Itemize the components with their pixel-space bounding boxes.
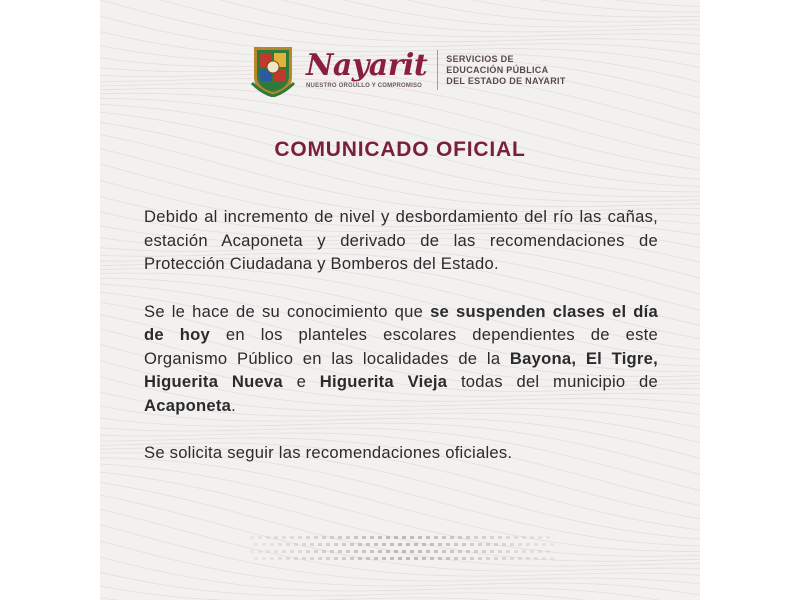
text-run: Debido al incremento de nivel y desbordamiento del río las cañas, estación Acaponeta y derivado de las recomendaciones de Protección Ciudadana y Bomberos del Estado. <box>144 207 658 273</box>
emphasized-text: Acaponeta <box>144 395 232 415</box>
notice-body <box>144 205 658 489</box>
brand-slogan: NUESTRO ORGULLO Y COMPROMISO <box>306 83 423 89</box>
emphasized-text: Bayona, El Tigre, Higuerita Nueva <box>144 348 658 391</box>
agency-name <box>446 54 565 87</box>
agency-line: EDUCACIÓN PÚBLICA <box>446 64 549 75</box>
body-paragraph <box>144 300 658 418</box>
text-run: Se le hace de su conocimiento que <box>144 301 431 321</box>
text-run: todas del municipio de <box>447 372 659 391</box>
brand-logo <box>306 48 428 89</box>
page-title: COMUNICADO OFICIAL <box>274 138 526 161</box>
emphasized-text: Higuerita Vieja <box>319 372 448 391</box>
text-run: Se solicita seguir las recomendaciones oficiales. <box>144 443 513 462</box>
agency-line: DEL ESTADO DE NAYARIT <box>446 75 566 86</box>
header-divider <box>437 50 438 90</box>
header <box>250 42 566 98</box>
decorative-footer-pattern <box>100 530 700 570</box>
emphasized-text: se suspenden clases el día de hoy <box>144 301 658 344</box>
text-run: e <box>282 372 320 391</box>
text-run: en los planteles escolares dependientes de este Organismo Público en las localidades de la <box>144 325 658 368</box>
notice-card <box>100 0 700 600</box>
body-paragraph <box>144 441 658 465</box>
brand-name: Nayarit <box>306 48 428 83</box>
body-paragraph <box>144 205 658 276</box>
state-seal-icon <box>250 43 296 97</box>
agency-line: SERVICIOS DE <box>446 53 514 64</box>
text-run: . <box>231 395 236 415</box>
